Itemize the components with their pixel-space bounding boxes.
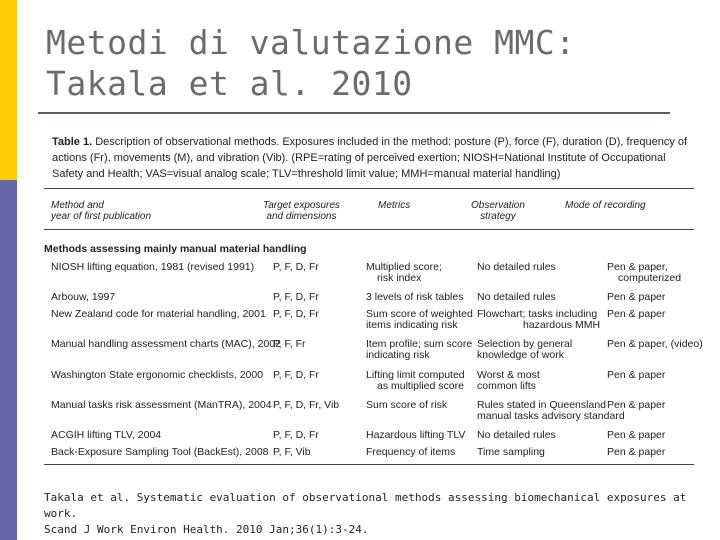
slide-title bbox=[46, 22, 666, 104]
group-heading: Methods assessing mainly manual material handling bbox=[44, 243, 307, 255]
table-bottom-rule bbox=[44, 464, 694, 465]
cell-mode-line-1: Pen & paper bbox=[607, 291, 666, 303]
table-top-rule bbox=[44, 188, 694, 189]
cell-observation-line-1: Selection by general bbox=[477, 338, 573, 350]
cell-target: P, F, D, Fr bbox=[273, 308, 319, 320]
cell-metrics-line-2: risk index bbox=[377, 272, 422, 284]
cell-mode bbox=[607, 309, 665, 320]
header-method-line-2: year of first publication bbox=[51, 211, 152, 222]
cell-metrics bbox=[366, 400, 447, 411]
cell-metrics-line-2: as multiplied score bbox=[377, 380, 464, 392]
cell-metrics-line-2: indicating risk bbox=[366, 349, 430, 361]
cell-metrics-line-1: Sum score of weighted bbox=[366, 308, 473, 320]
cell-mode bbox=[607, 400, 665, 411]
cell-target: P, F, D, Fr, Vib bbox=[273, 399, 340, 411]
header-mode-label: Mode of recording bbox=[565, 200, 646, 211]
title-underline bbox=[38, 112, 670, 114]
cell-observation bbox=[477, 370, 540, 392]
cell-mode-line-1: Pen & paper, bbox=[607, 261, 668, 273]
cell-method: Washington State ergonomic checklists, 2000 bbox=[51, 369, 264, 381]
cell-method: ACGIH lifting TLV, 2004 bbox=[51, 429, 162, 441]
cell-metrics bbox=[366, 430, 465, 441]
header-bottom-rule bbox=[44, 229, 694, 230]
cell-observation-line-2: common lifts bbox=[477, 380, 536, 392]
cell-metrics-line-1: Frequency of items bbox=[366, 446, 456, 458]
cell-observation bbox=[477, 400, 625, 422]
cell-metrics-line-1: Item profile; sum score bbox=[366, 338, 473, 350]
table-caption-label: Table 1. bbox=[52, 136, 93, 148]
cell-observation-line-1: Flowchart; tasks including bbox=[477, 308, 598, 320]
cell-observation-line-2: hazardous MMH bbox=[523, 319, 601, 331]
cell-metrics-line-1: Sum score of risk bbox=[366, 399, 448, 411]
cell-metrics-line-1: Hazardous lifting TLV bbox=[366, 429, 466, 441]
cell-mode-line-1: Pen & paper bbox=[607, 308, 666, 320]
reference-citation bbox=[44, 490, 704, 538]
methods-table bbox=[44, 130, 703, 472]
cell-metrics bbox=[366, 262, 442, 284]
header-target-line-1: Target exposures bbox=[263, 200, 340, 211]
cell-observation bbox=[477, 447, 545, 458]
header-target-line-2: and dimensions bbox=[266, 211, 337, 222]
cell-observation-line-1: No detailed rules bbox=[477, 261, 556, 273]
cell-target: P, F, D, Fr bbox=[273, 429, 319, 441]
reference-line-2: Scand J Work Environ Health. 2010 Jan;36(1):3-24. bbox=[44, 523, 369, 536]
cell-mode bbox=[607, 370, 665, 381]
cell-target: P, F, Fr bbox=[273, 338, 306, 350]
cell-target: P, F, D, Fr bbox=[273, 291, 319, 303]
cell-observation-line-2: knowledge of work bbox=[477, 349, 564, 361]
cell-target: P, F, D, Fr bbox=[273, 261, 319, 273]
header-method bbox=[51, 200, 151, 222]
header-mode bbox=[565, 200, 646, 211]
table-caption bbox=[52, 134, 688, 182]
cell-method: Arbouw, 1997 bbox=[51, 291, 116, 303]
reference-line-1: Takala et al. Systematic evaluation of observational methods assessing biomechanical exposures at work. bbox=[44, 491, 687, 520]
header-observation-line-1: Observation bbox=[471, 200, 525, 211]
cell-observation bbox=[477, 262, 556, 273]
cell-mode-line-1: Pen & paper bbox=[607, 399, 666, 411]
cell-observation bbox=[477, 292, 556, 303]
cell-mode bbox=[607, 339, 703, 350]
accent-bar-yellow bbox=[0, 0, 17, 180]
header-observation bbox=[471, 200, 525, 222]
header-observation-line-2: strategy bbox=[480, 211, 516, 222]
cell-method: Manual tasks risk assessment (ManTRA), 2004 bbox=[51, 399, 272, 411]
cell-observation-line-1: Time sampling bbox=[477, 446, 545, 458]
cell-metrics-line-1: 3 levels of risk tables bbox=[366, 291, 464, 303]
table-caption-text: Description of observational methods. Exposures included in the method: posture (P), force (F), duration (D), frequency of actions (Fr), movements (M), and vibration (Vib). (RPE=rating of perceived exertion; NIOSH=National Institute of Occupational Safety and Health; VAS=visual analog scale; TLV=threshold limit value; MMH=manual material handling) bbox=[52, 136, 688, 180]
slide-title-line-2: Takala et al. 2010 bbox=[46, 64, 413, 103]
cell-mode-line-1: Pen & paper bbox=[607, 446, 666, 458]
cell-observation-line-1: Worst & most bbox=[477, 369, 540, 381]
cell-metrics bbox=[366, 370, 465, 392]
cell-metrics bbox=[366, 292, 463, 303]
cell-metrics bbox=[366, 309, 473, 331]
cell-mode bbox=[607, 262, 681, 284]
cell-method: Back-Exposure Sampling Tool (BackEst), 2008 bbox=[51, 446, 269, 458]
cell-metrics bbox=[366, 447, 455, 458]
header-target bbox=[263, 200, 340, 222]
cell-observation bbox=[477, 339, 572, 361]
cell-observation-line-1: Rules stated in Queensland bbox=[477, 399, 606, 411]
header-metrics-label: Metrics bbox=[378, 200, 411, 211]
header-metrics bbox=[378, 200, 410, 211]
header-method-line-1: Method and bbox=[51, 200, 104, 211]
cell-mode bbox=[607, 430, 665, 441]
cell-target: P, F, D, Fr bbox=[273, 369, 319, 381]
cell-method: Manual handling assessment charts (MAC), 2002 bbox=[51, 338, 281, 350]
cell-metrics-line-1: Lifting limit computed bbox=[366, 369, 465, 381]
cell-mode bbox=[607, 292, 665, 303]
cell-mode-line-1: Pen & paper bbox=[607, 369, 666, 381]
cell-mode bbox=[607, 447, 665, 458]
cell-method: NIOSH lifting equation, 1981 (revised 1991) bbox=[51, 261, 255, 273]
accent-bar-purple bbox=[0, 180, 17, 540]
cell-mode-line-1: Pen & paper, (video) bbox=[607, 338, 703, 350]
cell-mode-line-1: Pen & paper bbox=[607, 429, 666, 441]
cell-metrics-line-2: items indicating risk bbox=[366, 319, 458, 331]
cell-observation-line-2: manual tasks advisory standard bbox=[477, 410, 625, 422]
cell-metrics-line-1: Multiplied score; bbox=[366, 261, 442, 273]
cell-observation bbox=[477, 430, 556, 441]
cell-target: P, F, Vib bbox=[273, 446, 311, 458]
cell-mode-line-2: computerized bbox=[618, 272, 682, 284]
cell-metrics bbox=[366, 339, 472, 361]
cell-observation bbox=[477, 309, 600, 331]
cell-observation-line-1: No detailed rules bbox=[477, 291, 556, 303]
cell-method: New Zealand code for material handling, 2001 bbox=[51, 308, 266, 320]
cell-observation-line-1: No detailed rules bbox=[477, 429, 556, 441]
slide-title-line-1: Metodi di valutazione MMC: bbox=[46, 23, 576, 62]
